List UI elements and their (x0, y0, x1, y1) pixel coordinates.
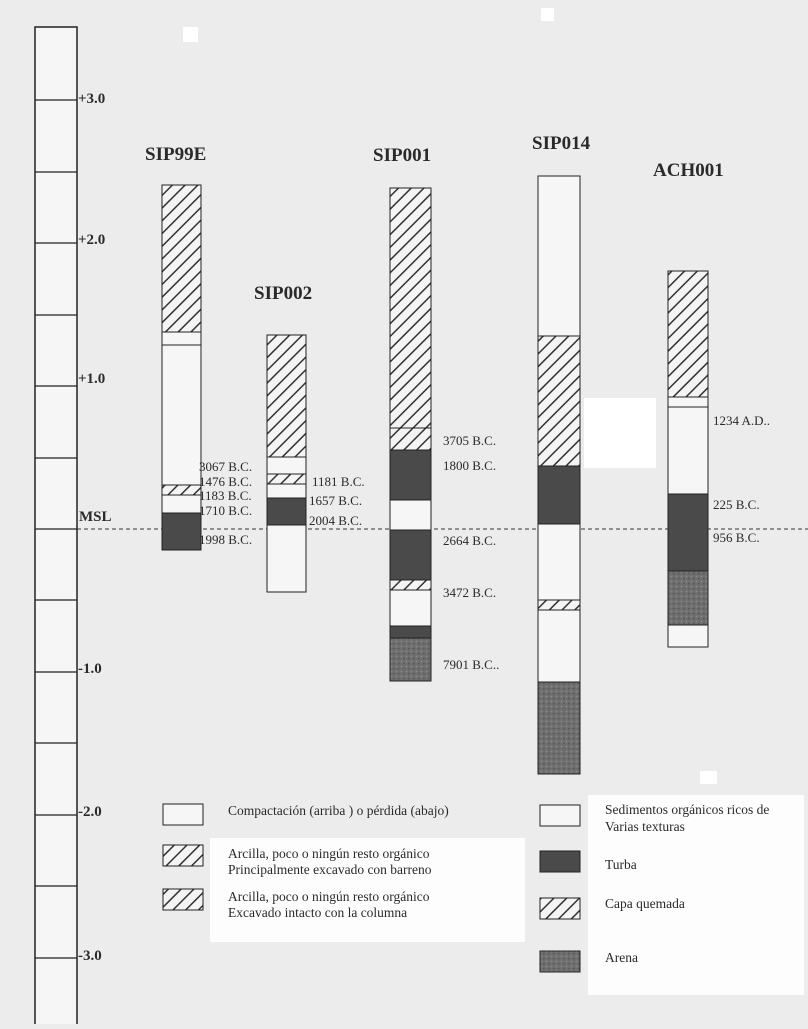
legend-swatch-clay-auger (163, 845, 203, 866)
date-label: 3067 B.C. (199, 459, 253, 474)
core-title-sip002: SIP002 (254, 283, 313, 304)
legend-label-clay-auger-line1: Arcilla, poco o ningún resto orgánico (228, 846, 430, 861)
core-sip014 (538, 176, 580, 774)
scale-label-plus-1: +1.0 (78, 371, 106, 387)
whiteout-patch (700, 771, 717, 784)
core-title-sip014: SIP014 (532, 133, 591, 154)
date-label: 3472 B.C. (443, 585, 497, 600)
legend-swatch-peat (540, 851, 580, 872)
whiteout-patch (183, 27, 198, 42)
legend-label-clay-intact-line2: Excavado intacto con la columna (228, 905, 408, 920)
date-label: 1998 B.C. (199, 532, 253, 547)
date-label: 1710 B.C. (199, 503, 253, 518)
date-label: 1234 A.D.. (713, 413, 771, 428)
date-label: 1800 B.C. (443, 458, 497, 473)
scale-label-minus-2: -2.0 (78, 804, 102, 820)
date-label: 7901 B.C.. (443, 657, 500, 672)
date-label: 2004 B.C. (309, 513, 363, 528)
scale-label-minus-1: -1.0 (78, 661, 102, 677)
core-sip99e (162, 185, 201, 550)
date-label: 225 B.C. (713, 497, 760, 512)
legend-swatch-sand (540, 951, 580, 972)
legend-label-burnt: Capa quemada (605, 896, 685, 911)
date-label: 1476 B.C. (199, 474, 253, 489)
legend-label-compaction: Compactación (arriba ) o pérdida (abajo) (228, 803, 449, 818)
date-label: 1657 B.C. (309, 493, 363, 508)
date-label: 2664 B.C. (443, 533, 497, 548)
scale-label-minus-3: -3.0 (78, 948, 102, 964)
core-title-sip001: SIP001 (373, 145, 432, 166)
legend-swatch-clay-intact (163, 889, 203, 910)
legend-label-peat: Turba (605, 857, 637, 872)
whiteout-patch (584, 398, 656, 468)
date-label: 3705 B.C. (443, 433, 497, 448)
legend-label-clay-auger-line2: Principalmente excavado con barreno (228, 862, 432, 877)
whiteout-patch (541, 8, 554, 21)
scale-label-plus-2: +2.0 (78, 232, 106, 248)
core-ach001 (668, 271, 708, 647)
msl-label: MSL (79, 509, 112, 525)
legend-swatch-organic (540, 805, 580, 826)
core-title-sip99e: SIP99E (145, 144, 207, 165)
scale-label-plus-3: +3.0 (78, 91, 106, 107)
core-sip002 (267, 335, 306, 592)
legend-label-organic-line1: Sedimentos orgánicos ricos de (605, 802, 770, 817)
core-sip001 (390, 188, 431, 681)
legend-swatch-compaction (163, 804, 203, 825)
core-title-ach001: ACH001 (653, 160, 724, 181)
legend-label-organic-line2: Varias texturas (605, 819, 685, 834)
legend-swatch-burnt (540, 898, 580, 919)
date-label: 956 B.C. (713, 530, 760, 545)
depth-scale-ruler (35, 27, 77, 1024)
date-label: 1183 B.C. (199, 488, 252, 503)
legend-label-sand: Arena (605, 950, 638, 965)
legend-label-clay-intact-line1: Arcilla, poco o ningún resto orgánico (228, 889, 430, 904)
date-label: 1181 B.C. (312, 474, 365, 489)
